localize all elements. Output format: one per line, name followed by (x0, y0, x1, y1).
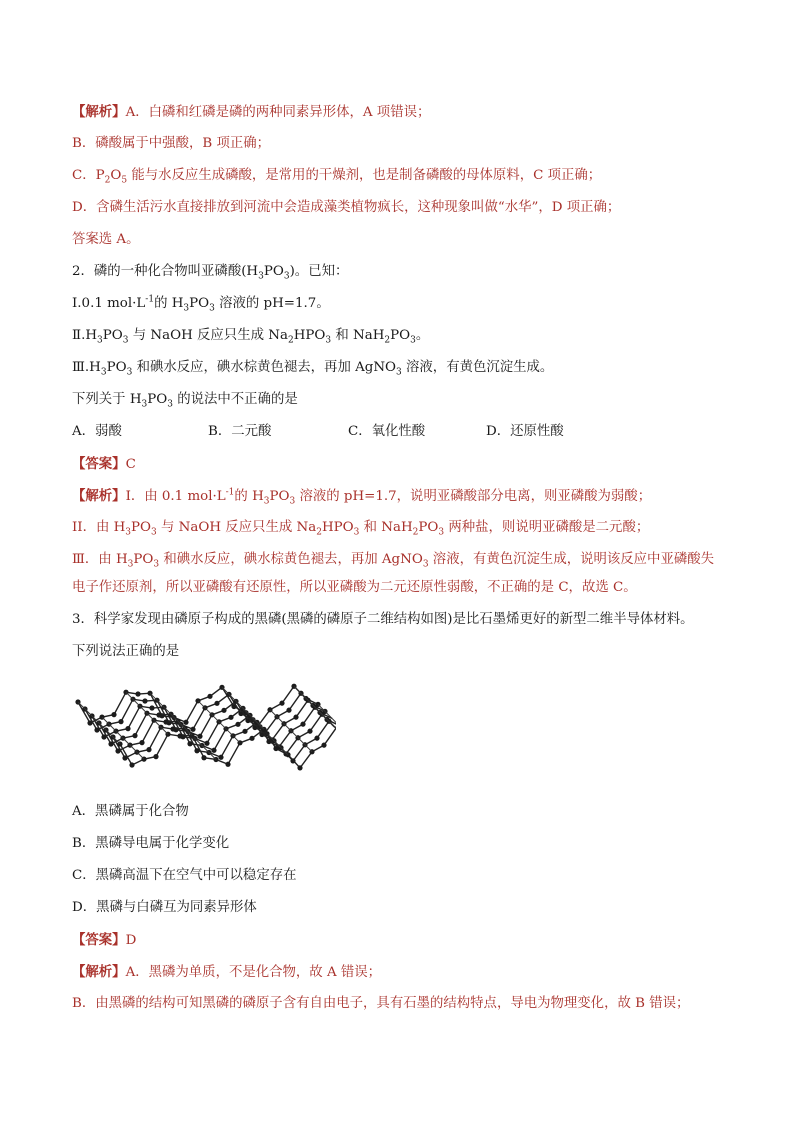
option-a: A．弱酸 (72, 424, 122, 439)
phosphorus-atom (183, 720, 188, 725)
phosphorus-atom (204, 741, 209, 746)
phosphorus-atom (249, 736, 254, 741)
lattice-cross-bond (123, 738, 130, 745)
phosphorus-atom (153, 754, 158, 759)
phosphorus-atom (118, 719, 123, 724)
phosphorus-atom (197, 734, 202, 739)
question-2-stem: 2．磷的一种化合物叫亚磷酸$(H_3PO_3)$。已知： (72, 264, 349, 282)
phosphorus-atom (214, 701, 219, 706)
explanation-2-line-4: 电子作还原剂，所以亚磷酸有还原性，所以亚磷酸为二元还原性弱酸，不正确的是 C，故选 C。 (72, 580, 637, 595)
phosphorus-atom (242, 729, 247, 734)
phosphorus-atom (321, 743, 326, 748)
question-3-option-c: C．黑磷高温下在空气中可以稳定存在 (72, 868, 297, 883)
phosphorus-atom (211, 748, 216, 753)
lattice-cross-bond (305, 745, 312, 752)
lattice-cross-bond (277, 717, 284, 724)
phosphorus-atom (297, 765, 302, 770)
phosphorus-atom (235, 722, 240, 727)
phosphorus-atom (142, 698, 147, 703)
phosphorus-atom (293, 715, 298, 720)
question-2-condition-1: Ⅰ.0.1 $mol\cdot L^{-1}$的 $H_3PO_3$ 溶液的 pH=1.7。 (72, 294, 330, 314)
explanation-line-3: C．$P_2O_5$ 能与水反应生成磷酸，是常用的干燥剂，也是制备磷酸的母体原料，C 项正确； (72, 168, 602, 186)
explanation-2-line-2: II．由 $H_3PO_3$ 与 NaOH 反应只生成 $Na_2HPO_3$ 和 $NaH_2PO_3$ 两种盐，则说明亚磷酸是二元酸； (72, 520, 650, 538)
lattice-cross-bond (270, 710, 277, 717)
phosphorus-atom (139, 740, 144, 745)
question-3-stem: 3．科学家发现由磷原子构成的黑磷(黑磷的磷原子二维结构如图)是比石墨烯更好的新型二维半导体材料。 (72, 612, 694, 627)
phosphorus-atom (225, 762, 230, 767)
explanation-3-line-1: 【解析】A．黑磷为单质，不是化合物，故 A 错误； (72, 964, 382, 980)
phosphorus-atom (307, 729, 312, 734)
phosphorus-atom (286, 708, 291, 713)
phosphorus-atom (149, 705, 154, 710)
question-3-option-a: A．黑磷属于化合物 (72, 804, 189, 819)
lattice-cross-bond (116, 731, 123, 738)
lattice-cross-bond (137, 752, 144, 759)
lattice-cross-bond (102, 717, 109, 724)
explanation-line-1: 【解析】A．白磷和红磷是磷的两种同素异形体，A 项错误； (72, 104, 431, 120)
phosphorus-atom (273, 746, 278, 751)
lattice-cross-bond (219, 722, 226, 729)
phosphorus-atom (163, 719, 168, 724)
lattice-cross-bond (212, 715, 219, 722)
phosphorus-atom (135, 691, 140, 696)
option-d: D．还原性酸 (486, 424, 564, 439)
phosphorus-atom (111, 712, 116, 717)
lattice-cross-bond (284, 724, 291, 731)
explanation-2-line-3: Ⅲ．由 $H_3PO_3$ 和碘水反应，碘水棕黄色褪去，再加 AgNO$_3$ 溶液，有黄色沉淀生成，说明该反应中亚磷酸失 (72, 552, 715, 570)
phosphorus-atom (228, 715, 233, 720)
lattice-cross-bond (298, 738, 305, 745)
phosphorus-atom (279, 701, 284, 706)
phosphorus-atom (146, 747, 151, 752)
lattice-cross-bond (109, 724, 116, 731)
phosphorus-atom (177, 733, 182, 738)
phosphorus-atom (132, 733, 137, 738)
explanation-2-line-1: 【解析】I．由 0.1 $mol\cdot L^{-1}$的 $H_3PO_3$ 溶液的 pH=1.7，说明亚磷酸部分电离，则亚磷酸为弱酸； (72, 487, 652, 507)
phosphorus-atom (218, 755, 223, 760)
phosphorus-atom (221, 708, 226, 713)
question-3-ask: 下列说法正确的是 (72, 644, 180, 659)
explanation-3-line-2: B．由黑磷的结构可知黑磷的磷原子含有自由电子，具有石墨的结构特点，导电为物理变化，故 B 错误； (72, 996, 690, 1011)
phosphorus-atom (314, 736, 319, 741)
question-2-options (72, 422, 732, 442)
lattice-cross-bond (226, 729, 233, 736)
lattice-cross-bond (130, 745, 137, 752)
answer-3: 【答案】D (72, 932, 137, 948)
lattice-cross-bond (291, 731, 298, 738)
option-b: B．二元酸 (208, 424, 272, 439)
phosphorus-atom (156, 712, 161, 717)
answer-2: 【答案】C (72, 456, 136, 472)
lattice-cross-bond (205, 708, 212, 715)
question-2-condition-3: $Ⅲ.H_3PO_3$ 和碘水反应，碘水棕黄色褪去，再加 AgNO$_3$ 溶液，有黄色沉淀生成。 (72, 360, 554, 378)
phosphorus-atom (300, 722, 305, 727)
phosphorus-atom (170, 726, 175, 731)
phosphorus-atom (207, 694, 212, 699)
option-c: C．氧化性酸 (348, 424, 426, 439)
lattice-cross-bond (198, 701, 205, 708)
question-2-ask: 下列关于 $H_3PO_3$ 的说法中不正确的是 (72, 392, 298, 410)
phosphorus-atom (129, 762, 134, 767)
explanation-line-4: D．含磷生活污水直接排放到河流中会造成藻类植物疯长，这种现象叫做“水华”，D 项正确； (72, 200, 621, 215)
question-2-condition-2: $Ⅱ.H_3PO_3$ 与 NaOH 反应只生成 $Na_2HPO_3$ 和 $NaH_2PO_3$。 (72, 328, 430, 346)
lattice-cross-bond (233, 736, 240, 743)
question-3-option-d: D．黑磷与白磷互为同素异形体 (72, 900, 257, 915)
lattice-cross-bond (294, 686, 301, 693)
black-phosphorus-structure-figure (74, 670, 336, 782)
phosphorus-atom (125, 726, 130, 731)
phosphorus-atom (190, 727, 195, 732)
explanation-line-2: B．磷酸属于中强酸，B 项正确； (72, 136, 271, 151)
question-3-option-b: B．黑磷导电属于化学变化 (72, 836, 230, 851)
answer-line: 答案选 A。 (72, 232, 140, 247)
phosphorus-atom (201, 755, 206, 760)
